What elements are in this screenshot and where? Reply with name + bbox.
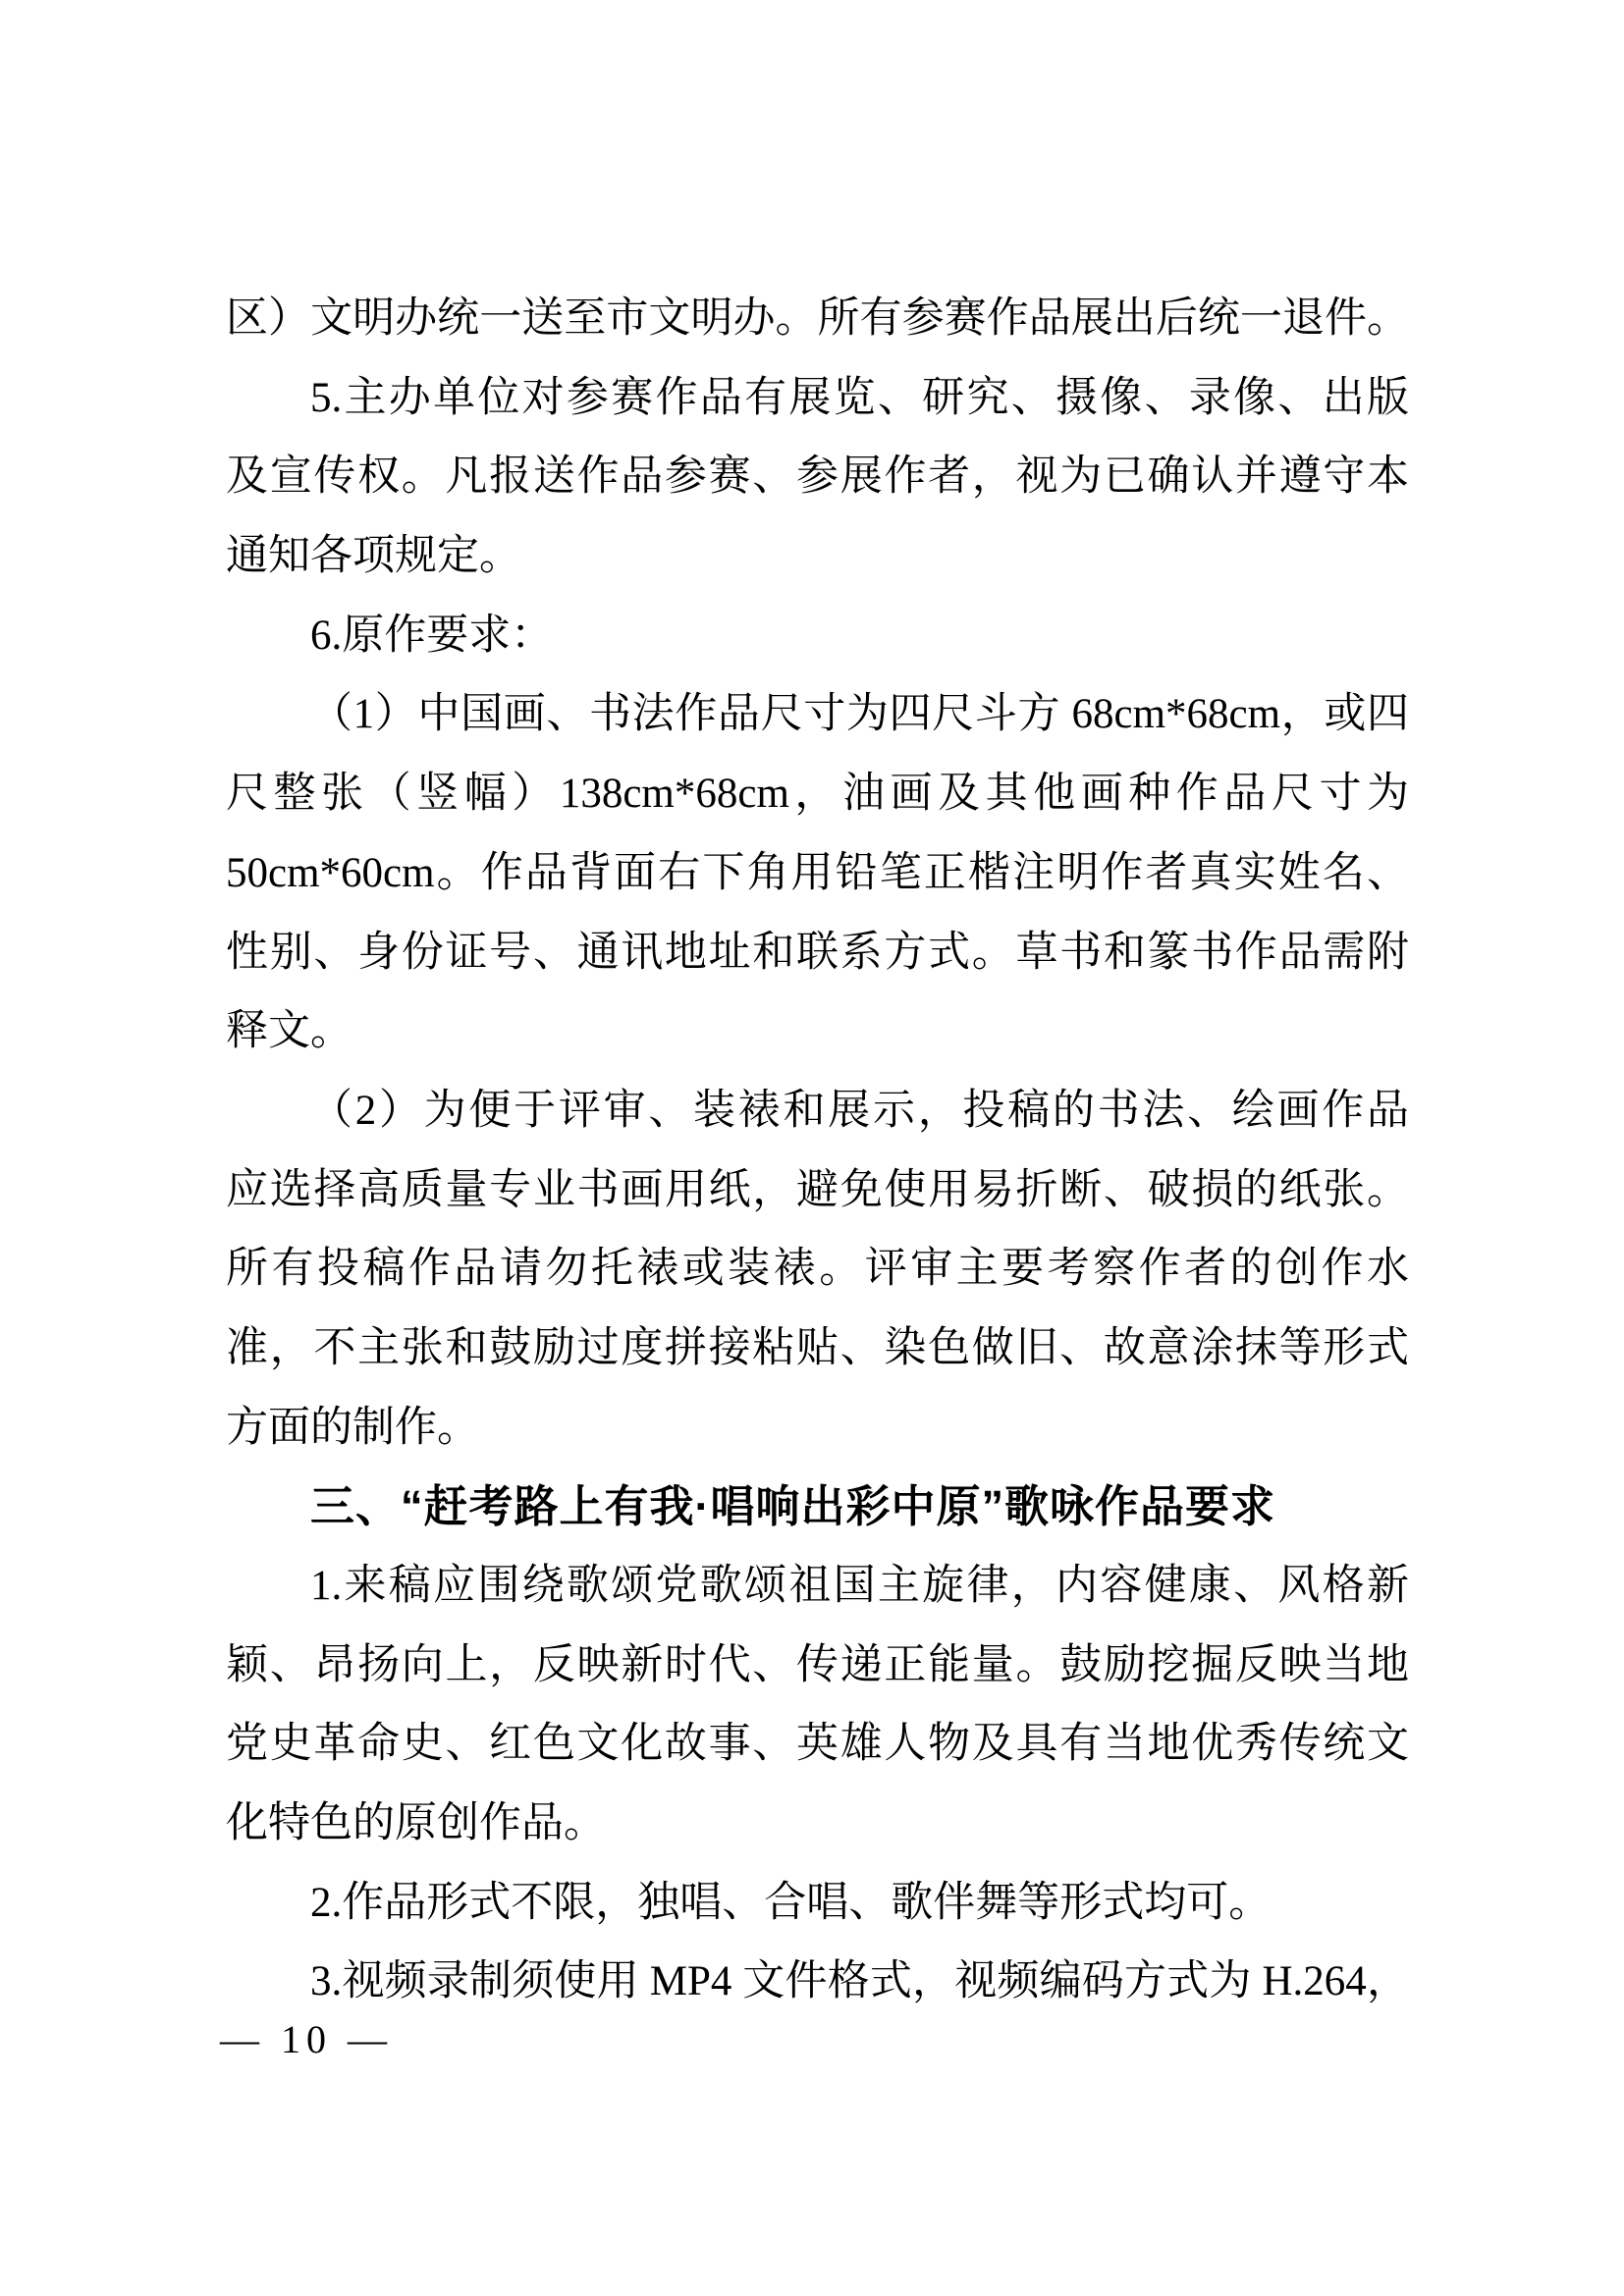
text-line: 1.来稿应围绕歌颂党歌颂祖国主旋律，内容健康、风格新 <box>310 1563 1409 1609</box>
text-line: 区）文明办统一送至市文明办。所有参赛作品展出后统一退件。 <box>226 295 1409 342</box>
text-line: 尺整张（竖幅）138cm*68cm，油画及其他画种作品尺寸为 <box>226 771 1409 818</box>
text-line: 化特色的原创作品。 <box>226 1800 606 1847</box>
text-line: 2.作品形式不限，独唱、合唱、歌伴舞等形式均可。 <box>310 1879 1272 1926</box>
text-line: （2）为便于评审、装裱和展示，投稿的书法、绘画作品 <box>310 1087 1409 1134</box>
page-number: — 10 — <box>220 2017 393 2061</box>
text-line: 通知各项规定。 <box>226 533 521 580</box>
text-line: （1）中国画、书法作品尺寸为四尺斗方 68cm*68cm，或四 <box>310 691 1409 738</box>
text-line: 颖、昂扬向上，反映新时代、传递正能量。鼓励挖掘反映当地 <box>226 1641 1409 1688</box>
section-heading: 三、“赶考路上有我·唱响出彩中原”歌咏作品要求 <box>310 1481 1275 1532</box>
text-line: 50cm*60cm。作品背面右下角用铅笔正楷注明作者真实姓名、 <box>226 849 1409 896</box>
text-line: 释文。 <box>226 1008 352 1055</box>
text-line: 准，不主张和鼓励过度拼接粘贴、染色做旧、故意涂抹等形式 <box>226 1324 1409 1371</box>
text-line: 所有投稿作品请勿托裱或装裱。评审主要考察作者的创作水 <box>226 1246 1409 1293</box>
text-line: 党史革命史、红色文化故事、英雄人物及具有当地优秀传统文 <box>226 1721 1409 1768</box>
text-line: 性别、身份证号、通讯地址和联系方式。草书和篆书作品需附 <box>226 929 1409 976</box>
text-line: 应选择高质量专业书画用纸，避免使用易折断、破损的纸张。 <box>226 1166 1409 1213</box>
text-line: 方面的制作。 <box>226 1404 479 1451</box>
text-line: 3.视频录制须使用 MP4 文件格式，视频编码方式为 H.264， <box>310 1958 1409 2005</box>
text-line: 5.主办单位对参赛作品有展览、研究、摄像、录像、出版 <box>310 374 1409 421</box>
text-line: 6.原作要求： <box>310 612 554 659</box>
document-body <box>226 280 1409 2022</box>
text-line: 及宣传权。凡报送作品参赛、参展作者，视为已确认并遵守本 <box>226 454 1409 501</box>
